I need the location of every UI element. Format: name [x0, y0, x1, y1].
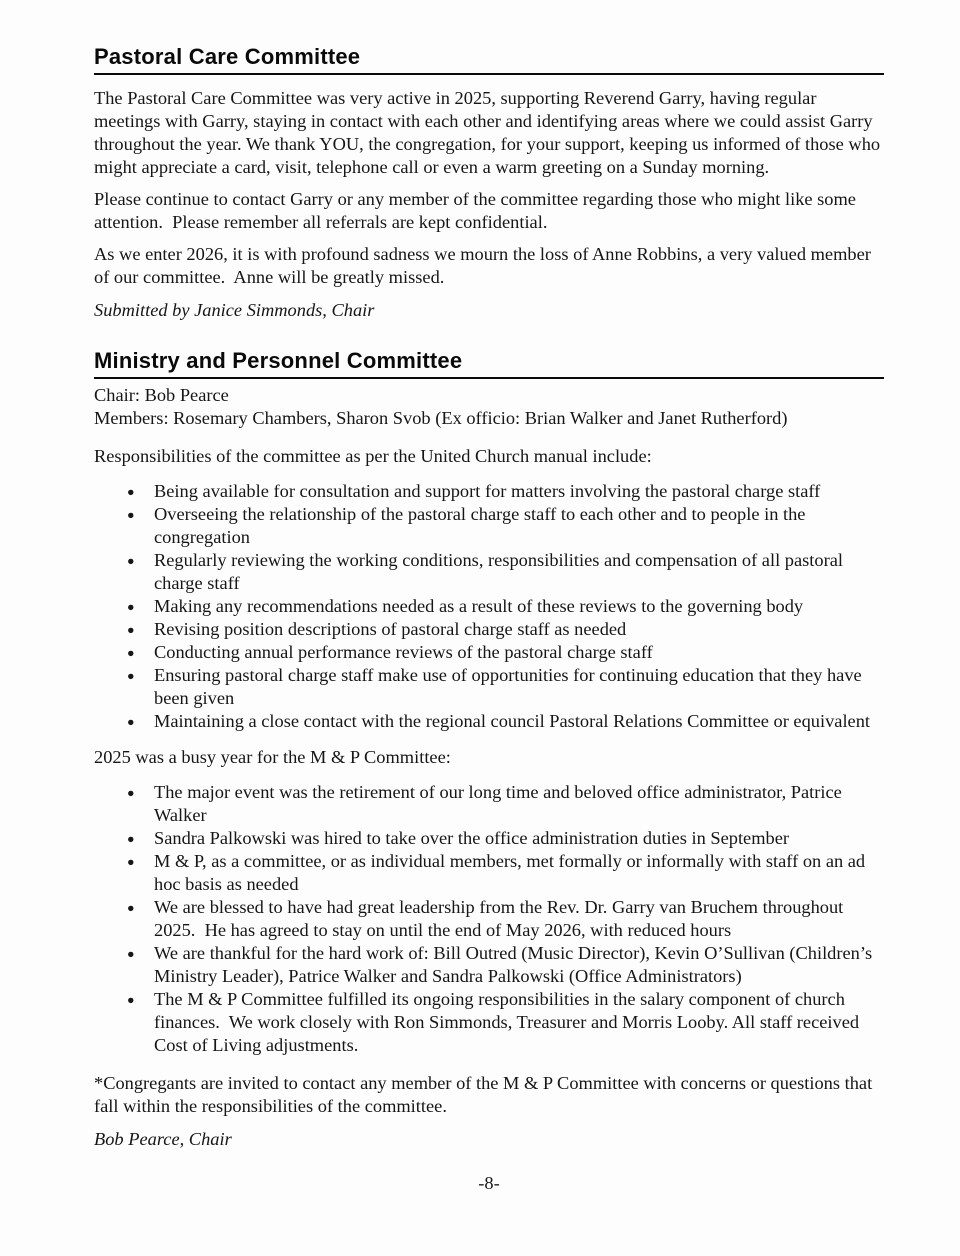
responsibility-item: ● Maintaining a close contact with the regional council Pastoral Relations Committee or equivalent — [154, 710, 884, 733]
year-intro: 2025 was a busy year for the M & P Committee: — [94, 747, 451, 767]
congregants-note: *Congregants are invited to contact any member of the M & P Committee with concerns or questions that fall within the responsibilities of the committee. — [94, 1073, 877, 1116]
page-footer — [94, 1173, 884, 1194]
ministry-byline: Bob Pearce, Chair — [94, 1129, 232, 1149]
responsibility-item: ● Conducting annual performance reviews of the pastoral charge staff — [154, 641, 884, 664]
page-number: -8- — [478, 1173, 500, 1193]
year-activity-item: ● We are blessed to have had great leadership from the Rev. Dr. Garry van Bruchem throughout 2025. He has agreed to stay on until the end of May 2026, with reduced hours — [154, 896, 884, 942]
paragraph: Please continue to contact Garry or any member of the committee regarding those who might like some attention. Please remember all referrals are kept confidential. — [94, 189, 861, 232]
year-activity-item: ● We are thankful for the hard work of: Bill Outred (Music Director), Kevin O’Sullivan (Children’s Ministry Leader), Patrice Walker and Sandra Palkowski (Office Administrators) — [154, 942, 884, 988]
responsibility-item: ● Overseeing the relationship of the pastoral charge staff to each other and to people in the congregation — [154, 503, 884, 549]
responsibility-item: ● Being available for consultation and support for matters involving the pastoral charge staff — [154, 480, 884, 503]
pastoral-care-byline: Submitted by Janice Simmonds, Chair — [94, 300, 375, 320]
year-activity-item: ● The major event was the retirement of our long time and beloved office administrator, Patrice Walker — [154, 781, 884, 827]
paragraph: As we enter 2026, it is with profound sadness we mourn the loss of Anne Robbins, a very valued member of our committee. Anne will be greatly missed. — [94, 244, 876, 287]
responsibility-item: ● Revising position descriptions of pastoral charge staff as needed — [154, 618, 884, 641]
section-ministry-personnel — [94, 348, 884, 1151]
pastoral-care-title: Pastoral Care Committee — [94, 44, 884, 75]
responsibility-item: ● Regularly reviewing the working conditions, responsibilities and compensation of all pastoral charge staff — [154, 549, 884, 595]
responsibility-item: ● Ensuring pastoral charge staff make use of opportunities for continuing education that they have been given — [154, 664, 884, 710]
section-pastoral-care — [94, 44, 884, 322]
paragraph: The Pastoral Care Committee was very active in 2025, supporting Reverend Garry, having regular meetings with Garry, staying in contact with each other and identifying areas where we could assist Garry throughout the year. We thank YOU, the congregation, for your support, keeping us informed of those who might appreciate a card, visit, telephone call or even a warm greeting on a Sunday morning. — [94, 88, 885, 177]
year-activity-item: ● The M & P Committee fulfilled its ongoing responsibilities in the salary component of church finances. We work closely with Ron Simmonds, Treasurer and Morris Looby. All staff received Cost of Living adjustments. — [154, 988, 884, 1057]
ministry-personnel-title: Ministry and Personnel Committee — [94, 348, 884, 379]
members-line: Members: Rosemary Chambers, Sharon Svob (Ex officio: Brian Walker and Janet Rutherford) — [94, 408, 788, 428]
pastoral-care-paragraphs — [94, 87, 884, 289]
year-activity-item: ● M & P, as a committee, or as individual members, met formally or informally with staff on an ad hoc basis as needed — [154, 850, 884, 896]
chair-line: Chair: Bob Pearce — [94, 385, 229, 405]
responsibility-item: ● Making any recommendations needed as a result of these reviews to the governing body — [154, 595, 884, 618]
responsibilities-list — [94, 480, 884, 733]
year-activities-list — [94, 781, 884, 1057]
responsibilities-intro: Responsibilities of the committee as per the United Church manual include: — [94, 446, 652, 466]
year-activity-item: ● Sandra Palkowski was hired to take over the office administration duties in September — [154, 827, 884, 850]
